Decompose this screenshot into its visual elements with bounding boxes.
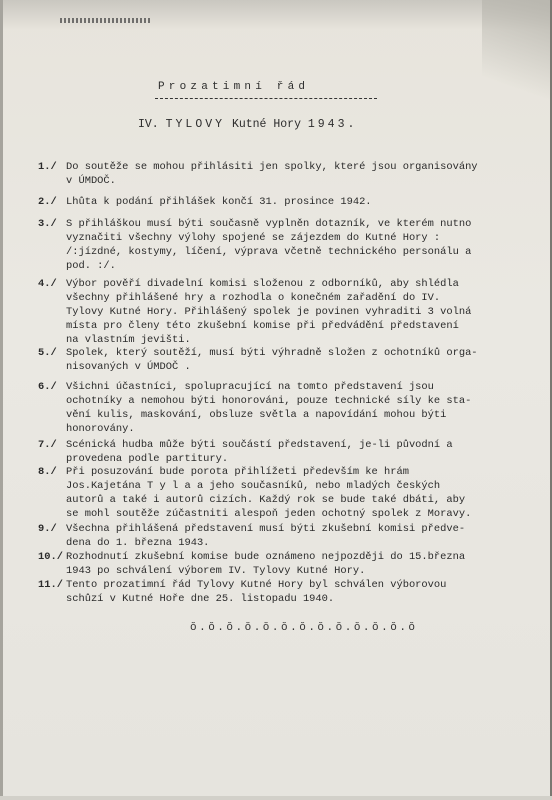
item-text: Do soutěže se mohou přihlásiti jen spolky, které jsou organisovány v ÚMDOČ. <box>66 161 478 188</box>
item-number: 10./ <box>38 551 63 563</box>
item-text: Lhůta k podání přihlášek končí 31. prosince 1942. <box>66 196 372 208</box>
subtitle-edition: IV. <box>138 118 159 131</box>
item-text: Spolek, který soutěží, musí býti výhradně složen z ochotníků orga- nisovaných v ÚMDOČ . <box>66 347 478 374</box>
item-text: S přihláškou musí býti současně vyplněn dotazník, ve kterém nutno vyznačiti všechny výlohy spojené se zájezdem do Kutné Hory : /:jízdné, kostymy, líčení, výprava včetně technického personálu a pod. :/. <box>66 218 472 273</box>
item-number: 7./ <box>38 439 57 451</box>
item-number: 8./ <box>38 466 57 478</box>
item-text: Výbor pověří divadelní komisi složenou z odborníků, aby shlédla všechny přihlášené hry a rozhodla o konečném zařadění do IV. Tylovy Kutné Hory. Přihlášený spolek je povinen vyhraditi 3 volná místa pro členy této zkušební komise při předvádění představení na vlastním jevišti. <box>66 278 472 347</box>
ink-smudge <box>60 18 150 23</box>
document-subtitle <box>138 118 357 131</box>
item-number: 1./ <box>38 161 57 173</box>
item-text: Rozhodnutí zkušební komise bude oznámeno nejpozději do 15.března 1943 po schválení výborem IV. Tylovy Kutné Hory. <box>66 551 466 578</box>
subtitle-place: Kutné Hory <box>231 118 301 131</box>
closing-ornament: ŏ.ŏ.ŏ.ŏ.ŏ.ŏ.ŏ.ŏ.ŏ.ŏ.ŏ.ŏ.ŏ <box>190 622 418 634</box>
item-number: 2./ <box>38 196 57 208</box>
top-shadow <box>0 0 552 30</box>
item-number: 3./ <box>38 218 57 230</box>
item-text: Všechna přihlášená představení musí býti zkušební komisi předve- dena do 1. března 1943. <box>66 523 466 550</box>
item-text: Při posuzování bude porota přihlížeti především ke hrám Jos.Kajetána T y l a a jeho současníků, nebo mladých českých autorů a také i autorů cizích. Každý rok se bude také dbáti, aby se mohl soutěže zúčastniti alespoň jeden ochotný spolek z Moravy. <box>66 466 472 521</box>
item-number: 9./ <box>38 523 57 535</box>
corner-shadow <box>482 0 552 120</box>
bottom-edge <box>0 796 552 800</box>
subtitle-year: 1943. <box>307 118 358 131</box>
item-number: 4./ <box>38 278 57 290</box>
subtitle-name: TYLOVY <box>165 118 226 131</box>
item-number: 5./ <box>38 347 57 359</box>
item-text: Tento prozatimní řád Tylovy Kutné Hory byl schválen výborovou schůzí v Kutné Hoře dne 25. listopadu 1940. <box>66 579 447 606</box>
item-text: Scénická hudba může býti součástí představení, je-li původní a provedena podle partitury. <box>66 439 453 466</box>
item-text: Všichni účastníci, spolupracující na tomto představení jsou ochotníky a nemohou býti honorováni, pouze technické síly ke sta- vění kulis, maskování, obsluze světla a napovídání mohou býti honorovány. <box>66 381 472 436</box>
left-edge <box>0 0 3 800</box>
item-number: 11./ <box>38 579 63 591</box>
title-underline <box>155 98 377 99</box>
item-number: 6./ <box>38 381 57 393</box>
document-title: Prozatimní řád <box>158 81 310 93</box>
